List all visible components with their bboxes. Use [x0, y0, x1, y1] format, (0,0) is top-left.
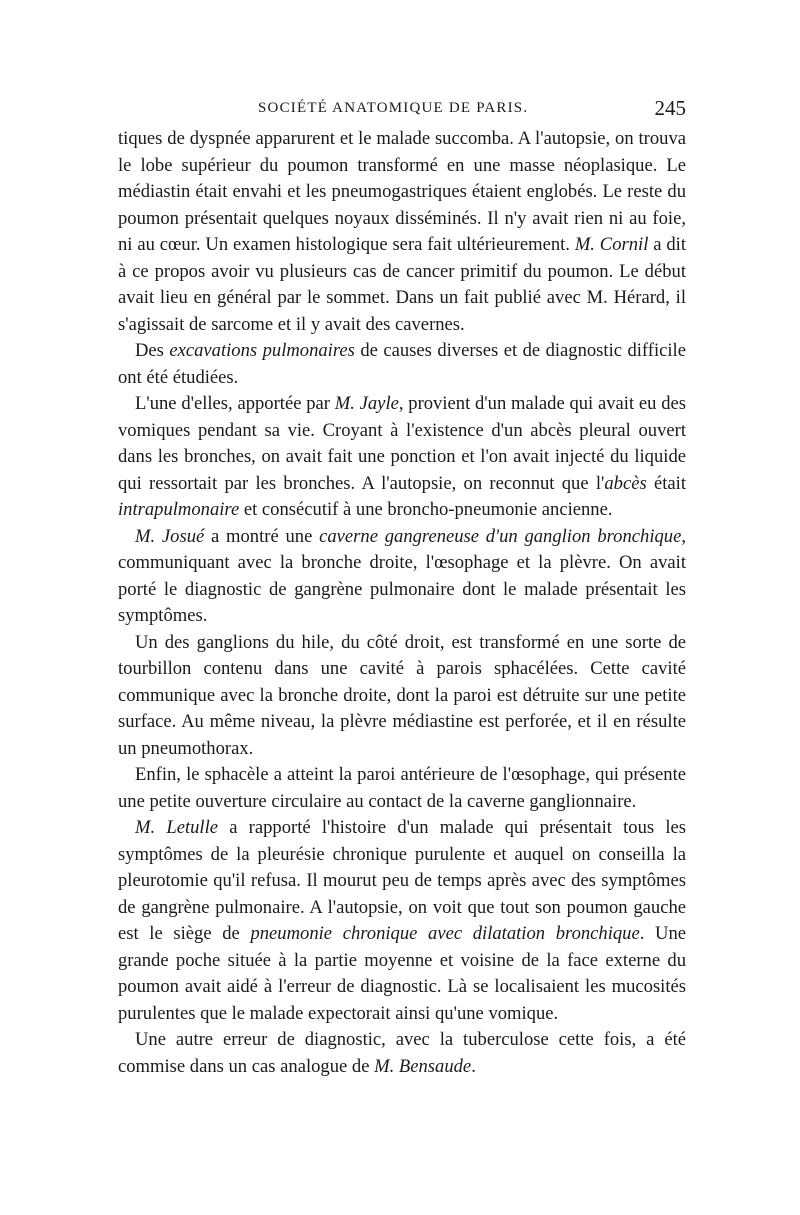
paragraph-cornil: tiques de dyspnée apparurent et le malade succomba. A l'autopsie, on trouva le lobe supérieur du poumon transformé en une masse néoplasique. Le médiastin était envahi et les pneumogastriques étaient englobés. Le reste du poumon présentait quelques noyaux disséminés. Il n'y avait rien ni au foie, ni au cœur. Un examen histologique sera fait ultérieurement. M. Cornil a dit à ce propos avoir vu plusieurs cas de cancer primitif du poumon. Le début avait lieu en général par le sommet. Dans un fait publié avec M. Hérard, il s'agissait de sarcome et il y avait des cavernes.	[118, 128, 686, 335]
paragraph-ganglions: Un des ganglions du hile, du côté droit, est transformé en une sorte de tourbillon contenu dans une cavité à parois sphacélées. Cette cavité communique avec la bronche droite, dont la paroi est détruite sur une petite surface. Au même niveau, la plèvre médiastine est perforée, et il en résulte un pneumothorax.	[118, 631, 686, 759]
page-header	[118, 96, 686, 126]
paragraph-letulle: M. Letulle a rapporté l'histoire d'un malade qui présentait tous les symptômes de la pleurésie chronique purulente et auquel on conseilla la pleurotomie qu'il refusa. Il mourut peu de temps après avec des symptômes de gangrène pulmonaire. A l'autopsie, on voit que tout son poumon gauche est le siège de pneumonie chronique avec dilatation bronchique. Une grande poche située à la partie moyenne et voisine de la face externe du poumon avait aidé à l'erreur de diagnostic. Là se localisaient les mucosités purulentes que le malade expectorait ainsi qu'une vomique.	[118, 817, 687, 1024]
body-text	[118, 126, 686, 1080]
running-title: SOCIÉTÉ ANATOMIQUE DE PARIS.	[258, 100, 529, 116]
paragraph-jayle: L'une d'elles, apportée par M. Jayle, provient d'un malade qui avait eu des vomiques pendant sa vie. Croyant à l'existence d'un abcès pleural ouvert dans les bronches, on avait fait une ponction et l'on avait injecté du liquide qui ressortait par les bronches. A l'autopsie, on reconnut que l'abcès était intrapulmonaire et consécutif à une broncho-pneumonie ancienne.	[118, 393, 686, 520]
paragraph-josue: M. Josué a montré une caverne gangreneuse d'un ganglion bronchique, communiquant avec la bronche droite, l'œsophage et la plèvre. On avait porté le diagnostic de gangrène pulmonaire dont le malade présentait les symptômes.	[118, 525, 686, 626]
page-number: 245	[654, 96, 686, 120]
paragraph-bensaude: Une autre erreur de diagnostic, avec la tuberculose cette fois, a été commise dans un cas analogue de M. Bensaude.	[118, 1029, 686, 1077]
paragraph-sphacele: Enfin, le sphacèle a atteint la paroi antérieure de l'œsophage, qui présente une petite ouverture circulaire au contact de la caverne ganglionnaire.	[118, 764, 686, 812]
paragraph-excavations: Des excavations pulmonaires de causes diverses et de diagnostic difficile ont été étudiées.	[118, 340, 686, 388]
